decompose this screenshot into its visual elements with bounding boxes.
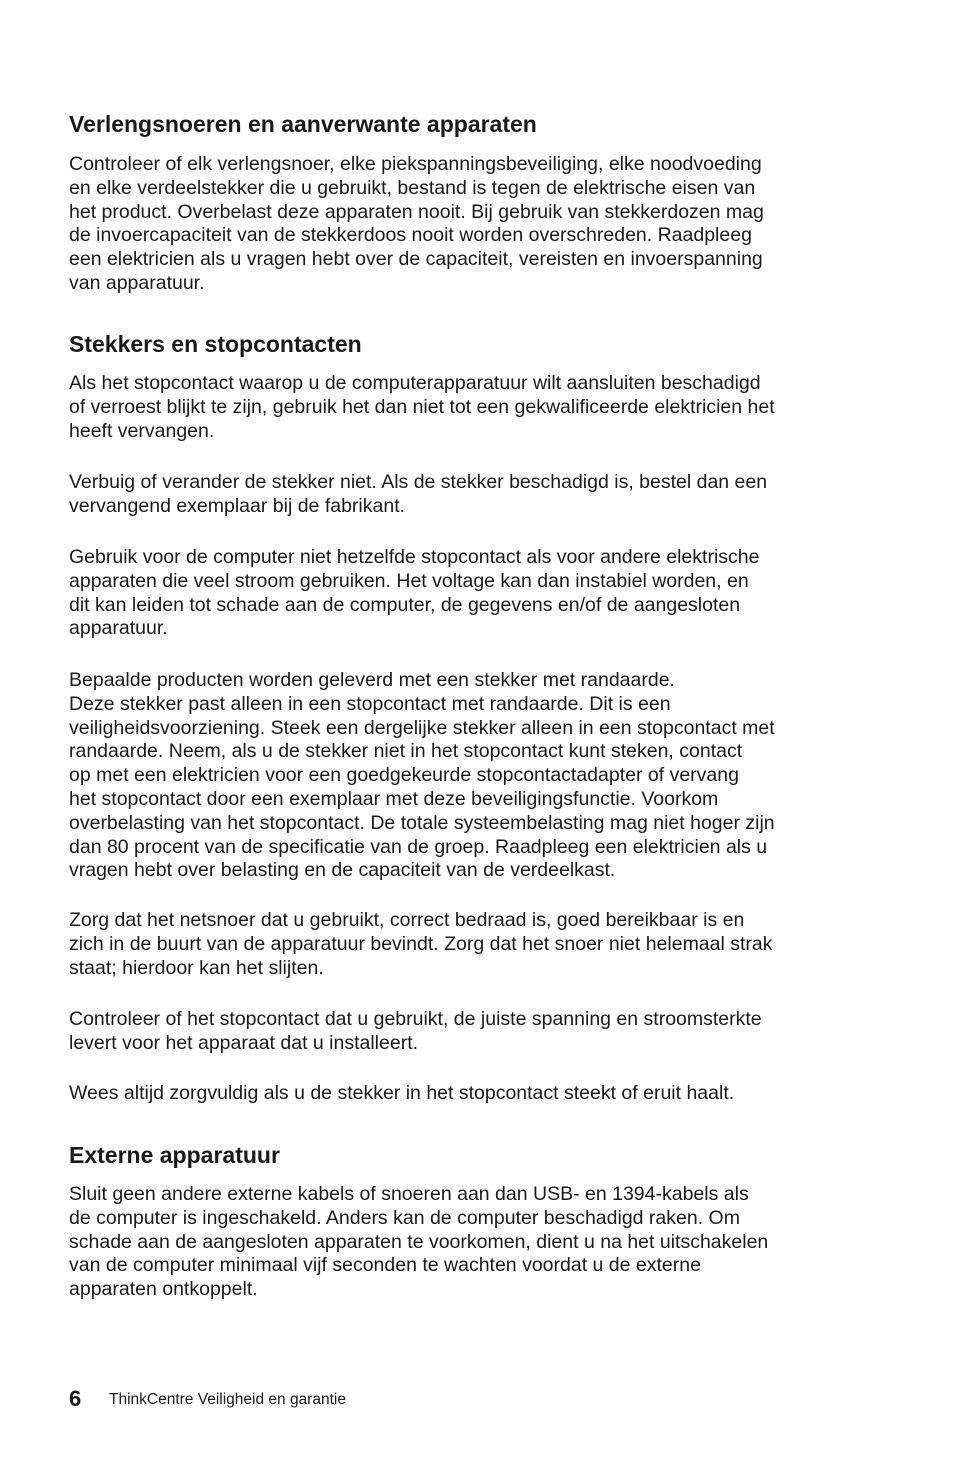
text-line: Gebruik voor de computer niet hetzelfde stopcontact als voor andere elektrische [69,546,760,568]
text-line: Deze stekker past alleen in een stopcontact met randaarde. Dit is een [69,692,671,715]
text-line: een elektricien als u vragen hebt over de capaciteit, vereisten en invoerspanning [69,248,763,271]
text-line: randaarde. Neem, als u de stekker niet in het stopcontact kunt steken, contact [69,740,743,763]
paragraph-netsnoer [69,909,869,980]
paragraph-externe-kabels [69,1183,869,1302]
footer-title: ThinkCentre Veiligheid en garantie [109,1391,346,1408]
text-line: op met een elektricien voor een goedgekeurde stopcontactadapter of vervang [69,764,739,787]
text-line: heeft vervangen. [69,419,215,442]
text-line: schade aan de aangesloten apparaten te voorkomen, dient u na het uitschakelen [69,1230,769,1253]
heading-externe-apparatuur: Externe apparatuur [69,1142,280,1168]
text-line: Zorg dat het netsnoer dat u gebruikt, correct bedraad is, goed bereikbaar is en [69,909,745,931]
text-line: veiligheidsvoorziening. Steek een dergelijke stekker alleen in een stopcontact met [69,716,775,739]
text-line: dan 80 procent van de specificatie van de groep. Raadpleeg een elektricien als u [69,835,768,858]
text-line: vragen hebt over belasting en de capaciteit van de verdeelkast. [69,859,616,882]
text-line: Controleer of het stopcontact dat u gebruikt, de juiste spanning en stroomsterkte [69,1008,762,1030]
paragraph-zelfde-stopcontact [69,546,869,641]
heading-stekkers: Stekkers en stopcontacten [69,331,362,357]
text-line: en elke verdeelstekker die u gebruikt, bestand is tegen de elektrische eisen van [69,176,756,199]
text-line: van apparatuur. [69,271,205,294]
paragraph-spanning [69,1008,869,1056]
text-line: overbelasting van het stopcontact. De totale systeembelasting mag niet hoger zijn [69,811,775,834]
text-line: het stopcontact door een exemplaar met deze beveiligingsfunctie. Voorkom [69,787,719,810]
paragraph-verlengsnoeren [69,153,869,296]
text-line: apparatuur. [69,617,168,640]
text-line: dit kan leiden tot schade aan de computer, de gegevens en/of de aangesloten [69,593,741,616]
text-line: Controleer of elk verlengsnoer, elke piekspanningsbeveiliging, elke noodvoeding [69,153,762,175]
paragraph-stekker-verbuigen [69,471,869,519]
text-line: zich in de buurt van de apparatuur bevindt. Zorg dat het snoer niet helemaal strak [69,932,773,955]
text-line: of verroest blijkt te zijn, gebruik het dan niet tot een gekwalificeerde elektricien het [69,395,775,418]
text-line: de invoercapaciteit van de stekkerdoos nooit worden overschreden. Raadpleeg [69,224,752,247]
page-footer [69,1384,669,1414]
text-line: Als het stopcontact waarop u de computerapparatuur wilt aansluiten beschadigd [69,372,761,394]
text-line: van de computer minimaal vijf seconden te wachten voordat u de externe [69,1254,701,1277]
text-line: Wees altijd zorgvuldig als u de stekker in het stopcontact steekt of eruit haalt. [69,1082,735,1104]
heading-verlengsnoeren: Verlengsnoeren en aanverwante apparaten [69,111,537,137]
page-number: 6 [69,1386,82,1411]
paragraph-stopcontact-beschadigd [69,372,869,443]
text-line: Bepaalde producten worden geleverd met een stekker met randaarde. [69,669,675,691]
paragraph-randaarde [69,669,869,883]
text-line: Verbuig of verander de stekker niet. Als de stekker beschadigd is, bestel dan een [69,471,768,493]
text-line: vervangend exemplaar bij de fabrikant. [69,494,406,517]
text-line: staat; hierdoor kan het slijten. [69,956,324,979]
text-line: apparaten ontkoppelt. [69,1278,258,1301]
paragraph-zorgvuldig [69,1082,869,1106]
text-line: apparaten die veel stroom gebruiken. Het voltage kan dan instabiel worden, en [69,569,749,592]
text-line: het product. Overbelast deze apparaten nooit. Bij gebruik van stekkerdozen mag [69,200,764,223]
text-line: Sluit geen andere externe kabels of snoeren aan dan USB- en 1394-kabels als [69,1183,749,1205]
text-line: levert voor het apparaat dat u installeert. [69,1031,419,1054]
text-line: de computer is ingeschakeld. Anders kan de computer beschadigd raken. Om [69,1206,740,1229]
